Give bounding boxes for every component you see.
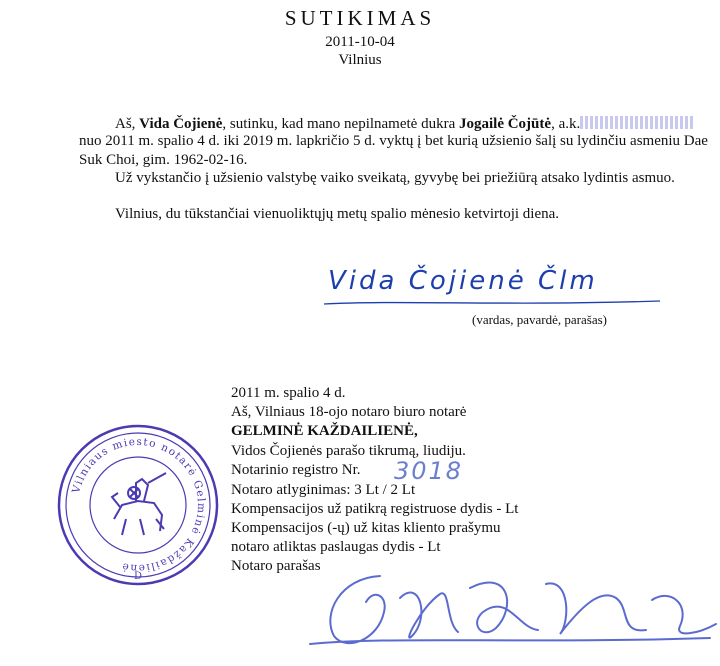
compensation-registry: Kompensacijos už patikrą registruose dydis - Lt xyxy=(231,501,519,517)
consent-text: , sutinku, kad mano nepilnametė dukra xyxy=(222,116,459,132)
consent-line-1 xyxy=(115,116,694,133)
signature-underline xyxy=(322,296,662,308)
registry-number: 3018 xyxy=(394,457,464,485)
consent-line-4: Už vykstančio į užsienio valstybę vaiko sveikatą, gyvybę bei priežiūrą atsako lydintis asmuo. xyxy=(115,170,675,186)
daughter-name: Jogailė Čojūtė xyxy=(458,116,552,132)
notary-signature-scribble xyxy=(270,548,720,658)
registry-label: Notarinio registro Nr. xyxy=(231,462,361,478)
compensation-services-1: Kompensacijos (-ų) už kitas kliento prašymu xyxy=(231,520,501,536)
notary-signature-label: Notaro parašas xyxy=(231,558,321,574)
notary-date: 2011 m. spalio 4 d. xyxy=(231,385,346,401)
notary-certification: Vidos Čojienės parašo tikrumą, liudiju. xyxy=(231,443,466,459)
notary-fee: Notaro atlyginimas: 3 Lt / 2 Lt xyxy=(231,482,416,498)
consent-line-2: nuo 2011 m. spalio 4 d. iki 2019 m. lapkričio 5 d. vyktų į bet kurią užsienio šalį su lydinčiu asmeniu Dae xyxy=(79,133,708,149)
consent-line-3: Suk Choi, gim. 1962-02-16. xyxy=(79,152,248,168)
consent-text: Aš, xyxy=(115,116,140,132)
document-date: 2011-10-04 xyxy=(325,34,395,50)
document-title: SUTIKIMAS xyxy=(284,6,436,30)
document-city: Vilnius xyxy=(338,52,382,68)
consent-text: , a.k. xyxy=(551,116,581,132)
stamp-letter: D xyxy=(133,571,143,582)
handwritten-signature: Vida Čojienė Člm xyxy=(328,266,598,296)
consent-line-5: Vilnius, du tūkstančiai vienuoliktųjų metų spalio mėnesio ketvirtoji diena. xyxy=(115,206,560,222)
redacted-personal-code xyxy=(580,116,694,129)
notary-intro: Aš, Vilniaus 18-ojo notaro biuro notarė xyxy=(231,404,467,420)
vytis-emblem-icon xyxy=(112,473,166,535)
notary-name: GELMINĖ KAŽDAILIENĖ, xyxy=(231,423,418,439)
compensation-services-2: notaro atliktas paslaugas dydis - Lt xyxy=(231,539,441,555)
signer-name: Vida Čojienė xyxy=(139,116,223,132)
notary-stamp xyxy=(56,423,220,587)
signature-caption: (vardas, pavardė, parašas) xyxy=(472,312,607,327)
stamp-text: Vilniaus miesto notarė Gelminė Každailienė xyxy=(70,435,208,575)
